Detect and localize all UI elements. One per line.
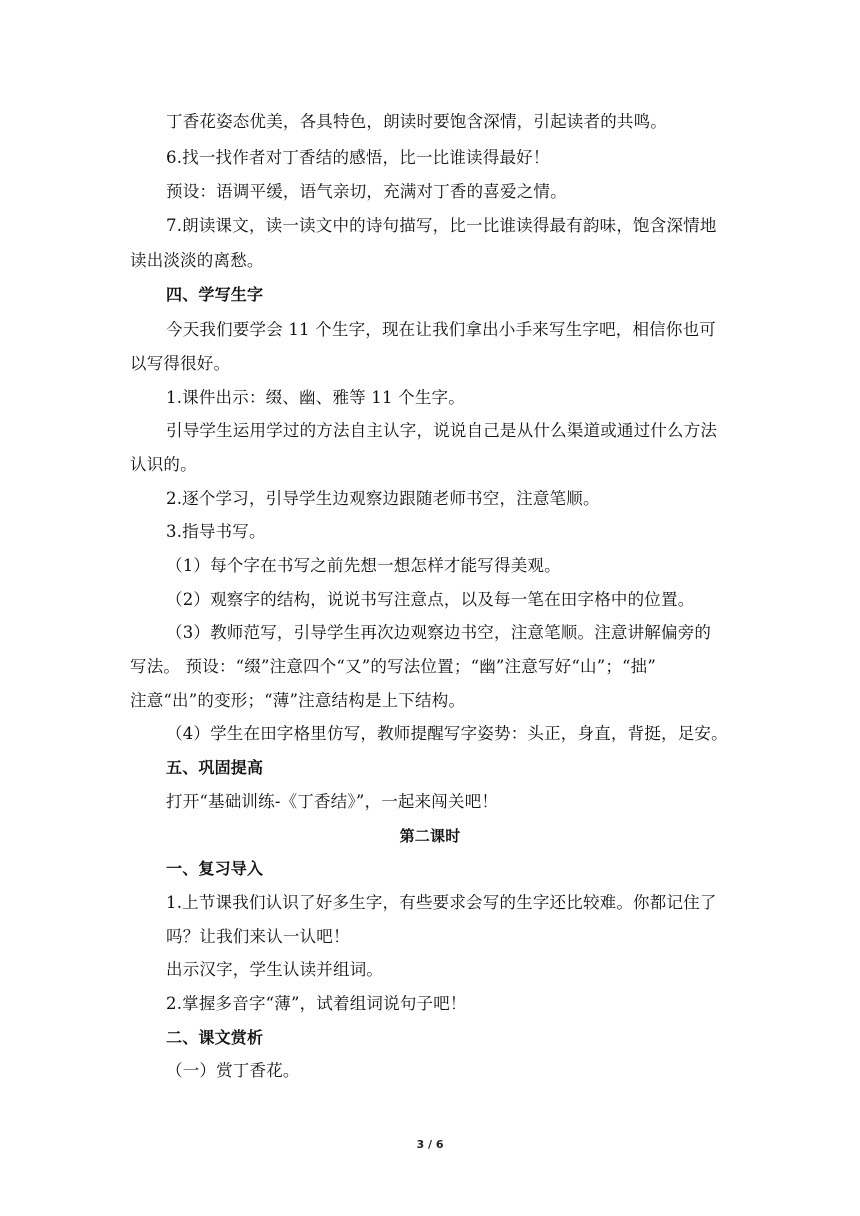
lesson-title: 第二课时 — [399, 827, 461, 845]
paragraph-line: 3.指导书写。 — [166, 522, 266, 541]
paragraph-line: 丁香花姿态优美，各具特色，朗读时要饱含深情，引起读者的共鸣。 — [166, 112, 667, 131]
paragraph-line: （1）每个字在书写之前先想一想怎样才能写得美观。 — [166, 556, 561, 575]
section-heading: 五、巩固提高 — [166, 758, 264, 777]
paragraph-line: 引导学生运用学过的方法自主认字，说说自己是从什么渠道或通过什么方法 — [166, 421, 718, 440]
paragraph-line: 吗？让我们来认一认吧！ — [166, 927, 350, 946]
paragraph-line: 今天我们要学会 11 个生字，现在让我们拿出小手来写生字吧，相信你也可 — [166, 320, 716, 339]
paragraph-line: 预设：语调平缓，语气亲切，充满对丁香的喜爱之情。 — [166, 182, 567, 201]
paragraph-line: （4）学生在田字格里仿写，教师提醒写字姿势：头正，身直，背挺，足安。 — [166, 724, 728, 743]
paragraph-line: 认识的。 — [130, 455, 197, 474]
paragraph-line: （一）赏丁香花。 — [166, 1061, 300, 1080]
paragraph-line: 注意“出”的变形；“薄”注意结构是上下结构。 — [130, 691, 466, 710]
paragraph-line: 打开“基础训练-《丁香结》”，一起来闯关吧！ — [166, 792, 499, 811]
section-heading: 二、课文赏析 — [166, 1028, 264, 1047]
paragraph-line: 出示汉字，学生认读并组词。 — [166, 960, 384, 979]
paragraph-line: 1.课件出示：缀、幽、雅等 11 个生字。 — [166, 388, 465, 407]
paragraph-line: 7.朗读课文，读一读文中的诗句描写，比一比谁读得最有韵味，饱含深情地 — [166, 216, 717, 235]
page-number: 3 / 6 — [416, 1138, 444, 1151]
paragraph-line: 2.逐个学习，引导学生边观察边跟随老师书空，注意笔顺。 — [166, 489, 600, 508]
paragraph-line: 写法。 预设：“缀”注意四个“又”的写法位置；“幽”注意写好“山”；“拙” — [130, 657, 656, 676]
paragraph-line: （3）教师范写，引导学生再次边观察边书空，注意笔顺。注意讲解偏旁的 — [166, 623, 712, 642]
paragraph-line: 2.掌握多音字“薄”，试着组词说句子吧！ — [166, 994, 467, 1013]
paragraph-line: （2）观察字的结构，说说书写注意点，以及每一笔在田字格中的位置。 — [166, 590, 695, 609]
section-heading: 一、复习导入 — [166, 859, 264, 878]
paragraph-line: 6.找一找作者对丁香结的感悟，比一比谁读得最好！ — [166, 148, 550, 167]
paragraph-line: 以写得很好。 — [130, 354, 231, 373]
section-heading: 四、学写生字 — [166, 285, 264, 304]
paragraph-line: 1.上节课我们认识了好多生字，有些要求会写的生字还比较难。你都记住了 — [166, 893, 717, 912]
paragraph-line: 读出淡淡的离愁。 — [130, 251, 264, 270]
